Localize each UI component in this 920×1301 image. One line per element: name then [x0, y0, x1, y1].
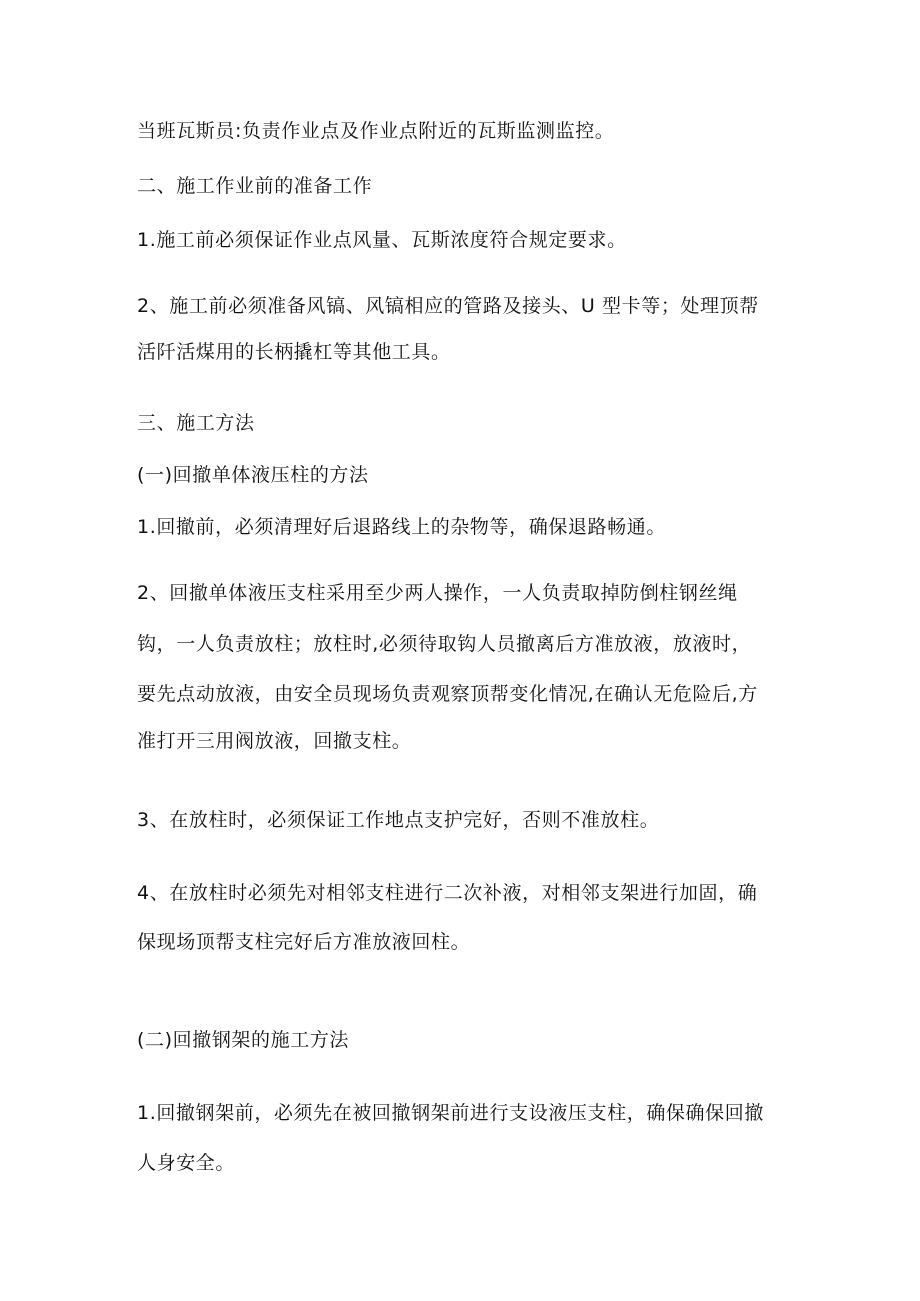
steel-frame-item-1-line-2: 人身安全。 — [137, 1152, 236, 1174]
prep-item-1: 1.施工前必须保证作业点风量、瓦斯浓度符合规定要求。 — [137, 229, 627, 251]
steel-frame-item-1-line-1: 1.回撤钢架前，必须先在被回撤钢架前进行支设液压支柱，确保确保回撤 — [137, 1102, 764, 1124]
section-three-heading: 三、施工方法 — [137, 412, 255, 434]
method-item-3: 3、在放柱时，必须保证工作地点支护完好，否则不准放柱。 — [137, 809, 660, 831]
method-item-4-line-1: 4、在放柱时必须先对相邻支柱进行二次补液，对相邻支架进行加固，确 — [137, 882, 758, 904]
method-item-1: 1.回撤前，必须清理好后退路线上的杂物等，确保退路畅通。 — [137, 516, 666, 538]
subsection-one-heading: (一)回撤单体液压柱的方法 — [137, 464, 369, 486]
method-item-2-line-1: 2、回撤单体液压支柱采用至少两人操作，一人负责取掉防倒柱钢丝绳 — [137, 582, 738, 604]
method-item-2-line-4: 准打开三用阀放液，回撤支柱。 — [137, 730, 412, 752]
subsection-two-heading: (二)回撤钢架的施工方法 — [137, 1029, 350, 1051]
prep-item-2-line-1: 2、施工前必须准备风镐、风镐相应的管路及接头、U 型卡等；处理顶帮 — [137, 295, 759, 317]
section-two-heading: 二、施工作业前的准备工作 — [137, 175, 373, 197]
prep-item-2-line-2: 活阡活煤用的长柄撬杠等其他工具。 — [137, 341, 451, 363]
duty-gas-inspector-line: 当班瓦斯员:负责作业点及作业点附近的瓦斯监测监控。 — [137, 120, 615, 142]
method-item-2-line-3: 要先点动放液，由安全员现场负责观察顶帮变化情况,在确认无危险后,方 — [137, 683, 758, 705]
method-item-4-line-2: 保现场顶帮支柱完好后方准放液回柱。 — [137, 931, 471, 953]
method-item-2-line-2: 钩，一人负责放柱；放柱时,必须待取钩人员撤离后方准放液，放液时， — [137, 633, 752, 655]
